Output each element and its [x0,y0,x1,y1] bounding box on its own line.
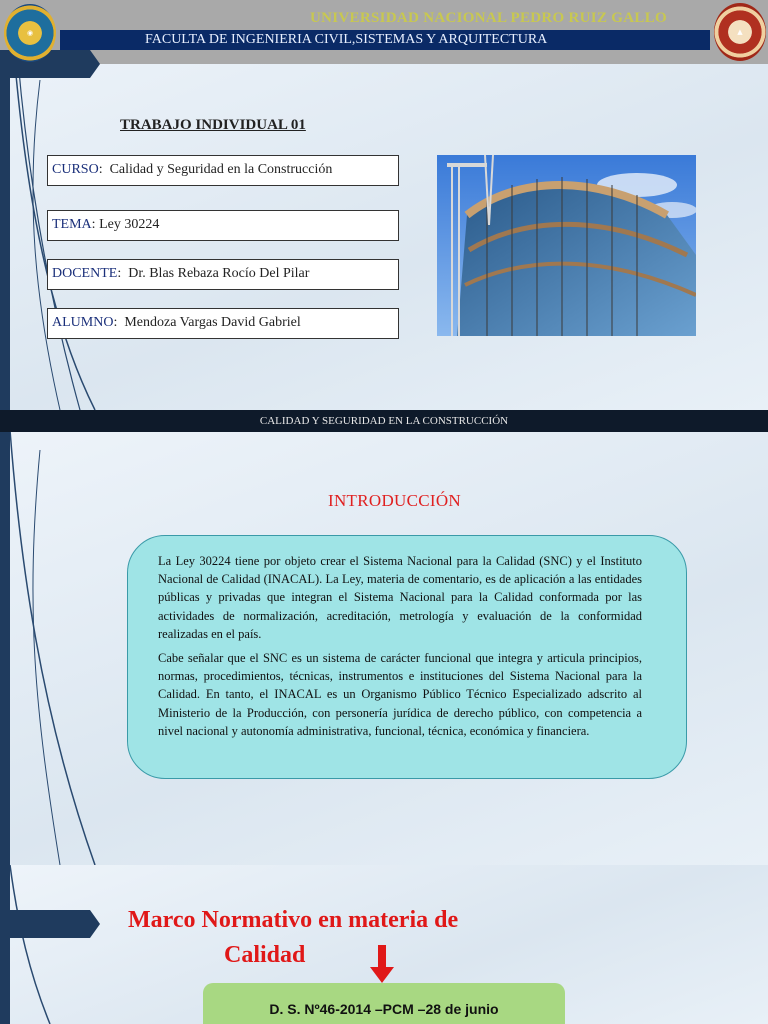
course-value: Calidad y Seguridad en la Construcción [109,162,333,177]
left-accent-bar [0,865,10,1024]
university-name: UNIVERSIDAD NACIONAL PEDRO RUIZ GALLO [310,10,667,26]
play-marker-icon [680,410,690,412]
decorative-curves [0,865,120,1024]
left-accent-bar [0,410,10,865]
intro-paragraph-2: Cabe señalar que el SNC es un sistema de carácter funcional que integra y articula principios, normas, procedimientos, técnicas, instrumentos e instituciones del Sistema Nacional para la Calidad. En tanto, el INACAL es un Organismo Público Técnico Especializado adscrito al Ministerio de la Producción, con personería jurídica de derecho público, con competencia a nivel nacional y autonomía administrativa, funcional, técnica, económica y financiera. [158,651,642,738]
section-header-bar [0,410,768,432]
topic-label: TEMA [52,217,92,232]
student-value: Mendoza Vargas David Gabriel [124,315,301,330]
faculty-name: FACULTA DE INGENIERIA CIVIL,SISTEMAS Y ARQUITECTURA [145,32,548,47]
arrow-shape [0,910,100,938]
decorative-curves [0,410,120,865]
university-logo: ◉ [4,4,56,62]
student-box: ALUMNO: Mendoza Vargas David Gabriel [47,308,399,339]
decree-text: D. S. Nº46-2014 –PCM –28 de junio [269,1001,499,1017]
work-title: TRABAJO INDIVIDUAL 01 [120,117,306,133]
teacher-value: Dr. Blas Rebaza Rocío Del Pilar [128,266,310,281]
topic-box: TEMA: Ley 30224 [47,210,399,241]
topic-value: Ley 30224 [99,217,160,232]
intro-paragraph-1: La Ley 30224 tiene por objeto crear el Sistema Nacional para la Calidad (SNC) y el Instituto Nacional de Calidad (INACAL). La Ley, materia de comentario, es de aplicación a las entidades públicas y privadas que integran el Sistema Nacional para la Calidad conformada por las actividades de normalización, acreditación, metrología y evaluación de la conformidad realizadas en el país. [158,554,642,641]
cover-slide [0,0,768,410]
framework-slide [0,865,768,1024]
down-arrow-icon [370,945,394,985]
construction-photo [437,155,696,336]
faculty-logo: ▲ [714,3,766,61]
framework-title-line1: Marco Normativo en materia de [128,907,459,933]
section-header-text: CALIDAD Y SEGURIDAD EN LA CONSTRUCCIÓN [259,415,509,427]
teacher-label: DOCENTE [52,266,118,281]
framework-title [128,903,548,973]
course-label: CURSO [52,162,99,177]
introduction-textbox [127,535,687,779]
framework-title-line2: Calidad [224,942,306,968]
decree-box [203,983,565,1024]
introduction-slide [0,410,768,865]
course-box: CURSO: Calidad y Seguridad en la Construcción [47,155,399,186]
teacher-box: DOCENTE: Dr. Blas Rebaza Rocío Del Pilar [47,259,399,290]
section-title: INTRODUCCIÓN [328,491,461,510]
student-label: ALUMNO [52,315,114,330]
